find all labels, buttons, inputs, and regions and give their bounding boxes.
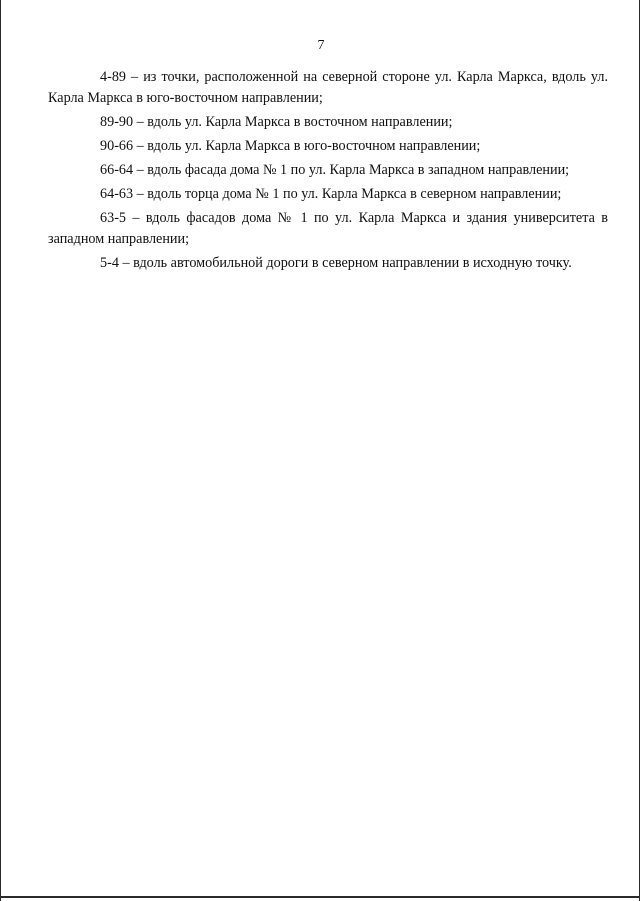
route-segment-89-90: 89-90 – вдоль ул. Карла Маркса в восточном направлении;: [100, 114, 453, 130]
route-segment-4-89: 4-89 – из точки, расположенной на северной стороне ул. Карла Маркса, вдоль ул. Карла Маркса в юго-восточном направлении;: [48, 69, 608, 106]
scan-bottom-edge: [1, 896, 640, 898]
page-number: 7: [317, 38, 325, 53]
route-segment-64-63: 64-63 – вдоль торца дома № 1 по ул. Карла Маркса в северном направлении;: [100, 186, 562, 202]
route-segment-90-66: 90-66 – вдоль ул. Карла Маркса в юго-восточном направлении;: [100, 138, 481, 154]
route-segment-66-64: 66-64 – вдоль фасада дома № 1 по ул. Карла Маркса в западном направлении;: [100, 162, 570, 178]
document-body: [48, 67, 608, 277]
route-segment-63-5: 63-5 – вдоль фасадов дома № 1 по ул. Карла Маркса и здания университета в западном направлении;: [48, 210, 608, 247]
route-segment-5-4: 5-4 – вдоль автомобильной дороги в северном направлении в исходную точку.: [100, 255, 572, 271]
